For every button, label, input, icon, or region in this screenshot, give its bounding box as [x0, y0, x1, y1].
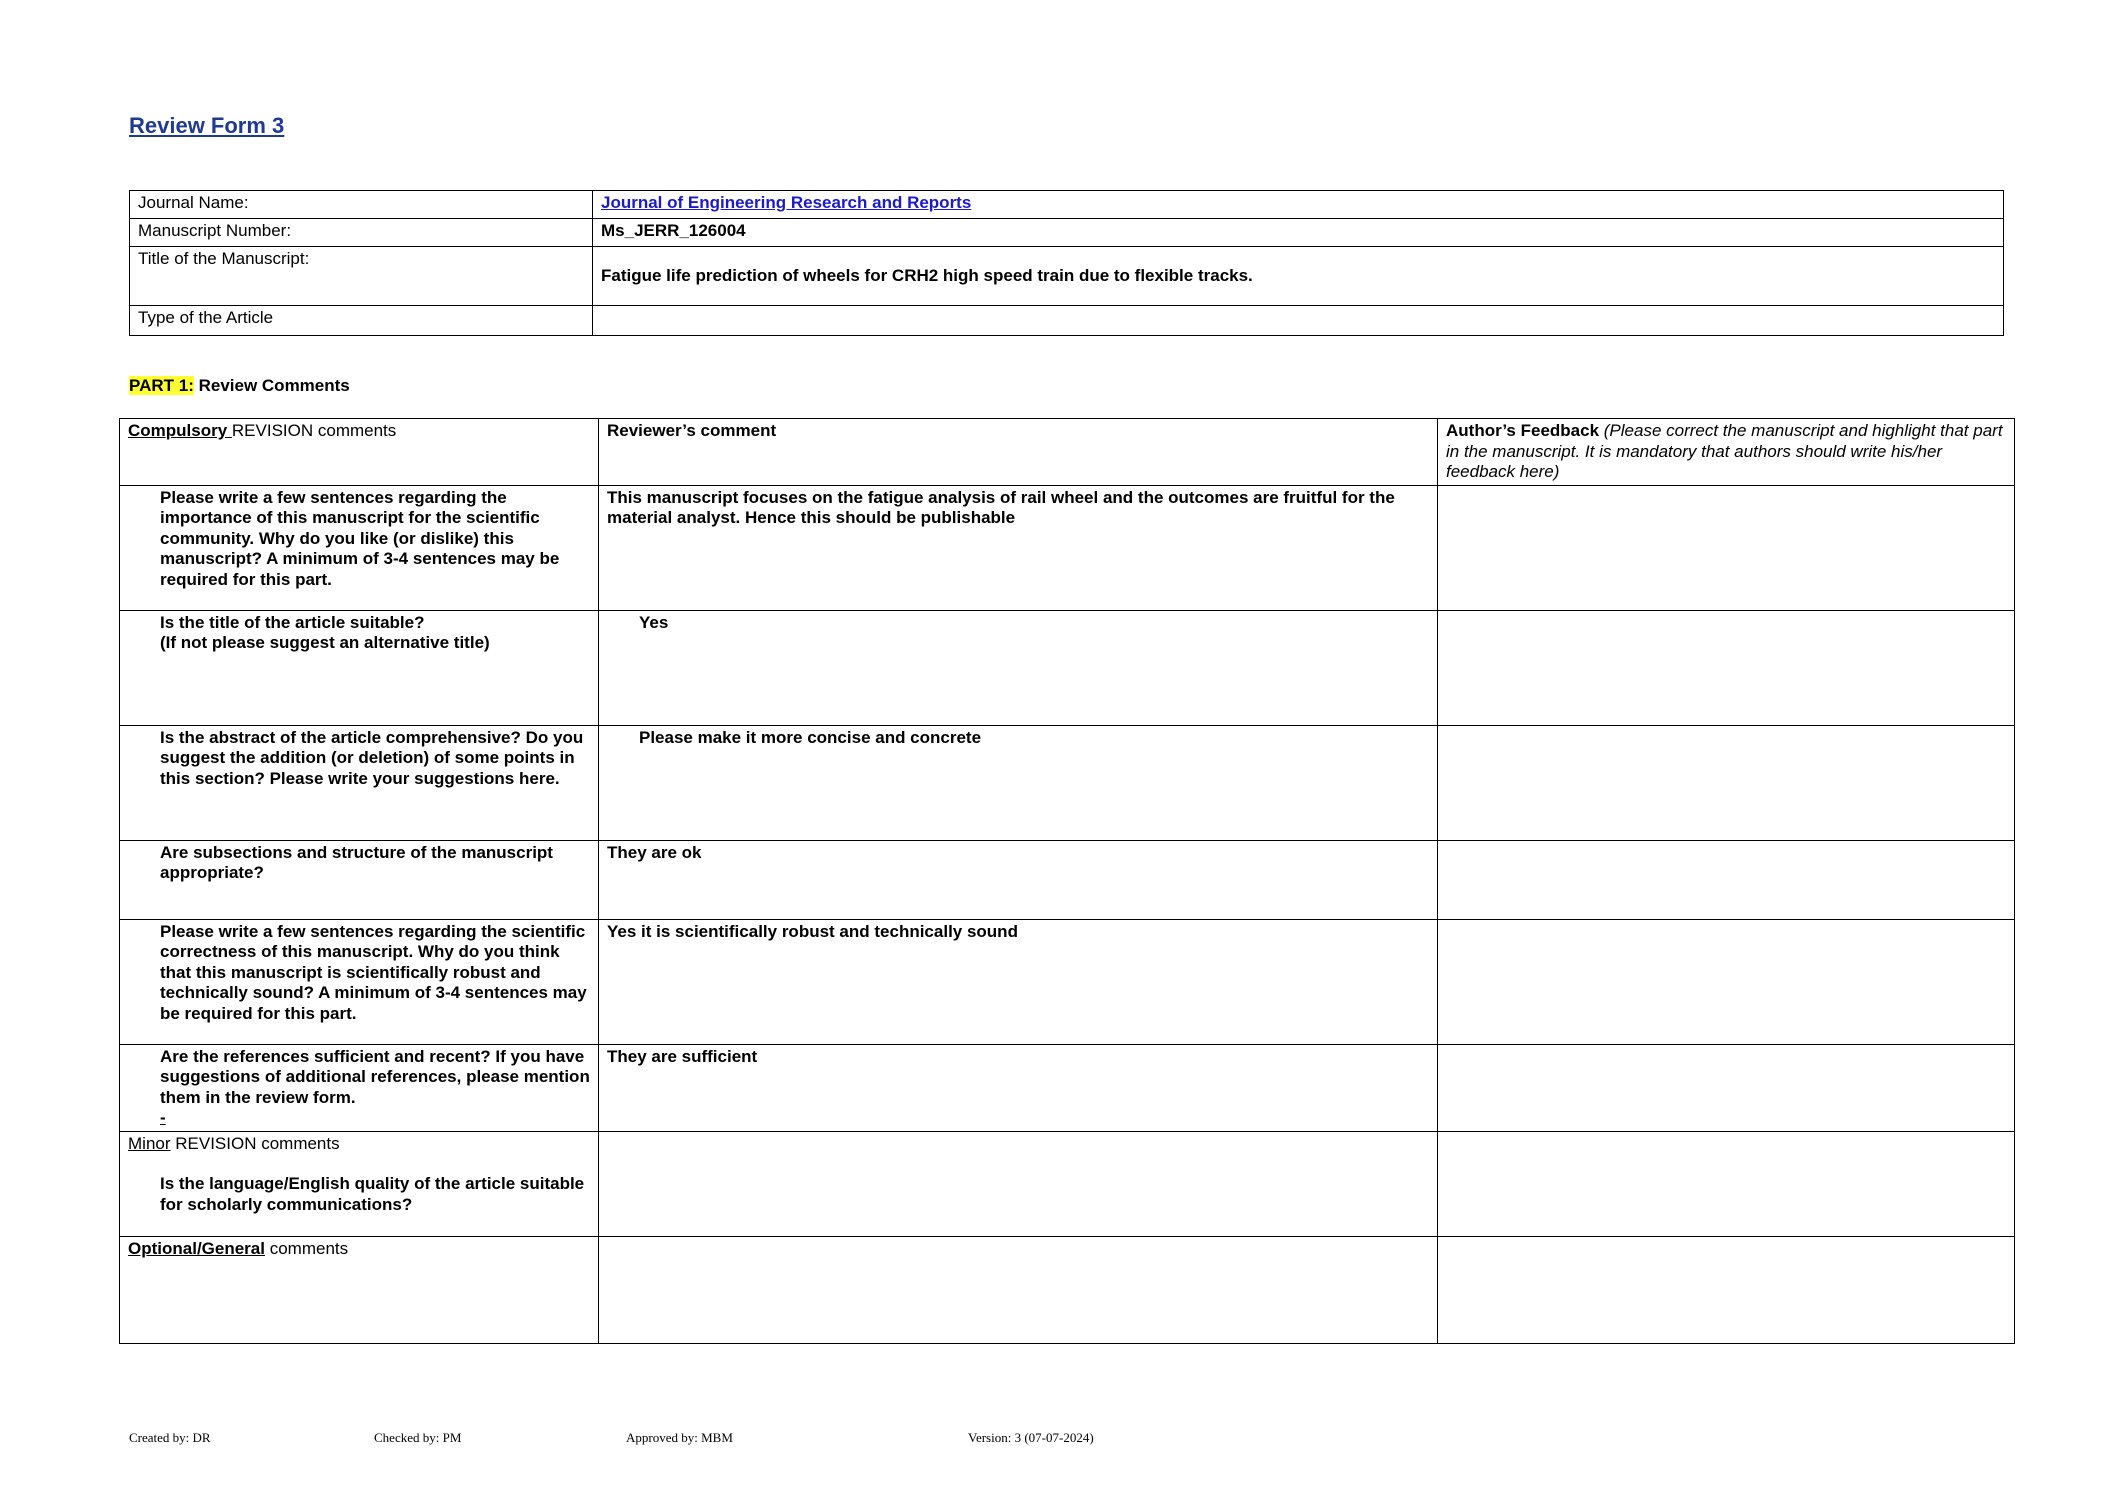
manuscript-number-row [130, 219, 2004, 247]
question-references-dash: - [160, 1108, 166, 1127]
review-row-structure [120, 840, 2015, 919]
revision-comments-label: REVISION comments [231, 421, 397, 440]
footer-created: Created by: DR [129, 1430, 211, 1445]
review-row-optional [120, 1236, 2015, 1343]
minor-revision-cell [120, 1131, 599, 1236]
optional-rest: comments [264, 1238, 349, 1258]
part1-label: PART 1: [129, 376, 194, 395]
question-references-text: Are the references sufficient and recent? If you have suggestions of additional references, please mention them in the review form. [160, 1046, 590, 1107]
manuscript-title-row [130, 247, 2004, 306]
question-title [120, 610, 599, 725]
comment-correctness: Yes it is scientifically robust and technically sound [599, 919, 1438, 1044]
comment-language [599, 1131, 1438, 1236]
footer-version: Version: 3 (07-07-2024) [968, 1430, 1094, 1445]
journal-link[interactable]: Journal of Engineering Research and Reports [601, 193, 972, 212]
review-row-importance [120, 485, 2015, 610]
feedback-correctness[interactable] [1438, 919, 2015, 1044]
comment-title: Yes [599, 610, 1438, 725]
question-title-line1: Is the title of the article suitable? [160, 612, 425, 632]
form-title: Review Form 3 [129, 113, 285, 138]
question-abstract: Is the abstract of the article comprehensive? Do you suggest the addition (or deletion) of some points in this section? Please write your suggestions here. [120, 725, 599, 840]
comment-importance: This manuscript focuses on the fatigue analysis of rail wheel and the outcomes are fruitful for the material analyst. Hence this should be publishable [599, 485, 1438, 610]
comment-optional [599, 1236, 1438, 1343]
feedback-abstract[interactable] [1438, 725, 2015, 840]
question-title-line2: (If not please suggest an alternative title) [160, 633, 490, 652]
comment-references: They are sufficient [599, 1044, 1438, 1131]
compulsory-label: Compulsory [128, 421, 232, 440]
minor-revision-header [128, 1134, 590, 1155]
review-row-references [120, 1044, 2015, 1131]
feedback-references[interactable] [1438, 1044, 2015, 1131]
optional-comments-cell [120, 1236, 599, 1343]
review-row-minor [120, 1131, 2015, 1236]
reviewer-comment-header: Reviewer’s comment [599, 419, 1438, 486]
review-row-correctness [120, 919, 2015, 1044]
manuscript-title-value: Fatigue life prediction of wheels for CRH2 high speed train due to flexible tracks. [593, 247, 2004, 306]
author-feedback-label: Author’s Feedback [1446, 421, 1600, 440]
article-type-label: Type of the Article [130, 306, 593, 336]
comment-abstract: Please make it more concise and concrete [599, 725, 1438, 840]
feedback-structure[interactable] [1438, 840, 2015, 919]
footer-approved: Approved by: MBM [626, 1430, 733, 1445]
minor-label: Minor [128, 1133, 171, 1153]
question-references [120, 1044, 599, 1131]
question-importance: Please write a few sentences regarding the importance of this manuscript for the scientific community. Why do you like (or dislike) this manuscript? A minimum of 3-4 sentences may be required for this part. [120, 485, 599, 610]
feedback-title[interactable] [1438, 610, 2015, 725]
review-header-row [120, 419, 2015, 486]
optional-label: Optional/General [128, 1238, 265, 1258]
part1-heading [129, 376, 350, 396]
author-feedback-note: (Please correct the manuscript and highlight that part in the manuscript. It is mandatory that authors should write his/her feedback here) [1446, 421, 2003, 481]
article-type-value [593, 306, 2004, 336]
review-row-title [120, 610, 2015, 725]
manuscript-info-table [129, 190, 2004, 336]
minor-spacer [128, 1154, 590, 1174]
review-comments-table [119, 418, 2015, 1344]
review-row-abstract [120, 725, 2015, 840]
question-language: Is the language/English quality of the article suitable for scholarly communications? [160, 1174, 585, 1214]
journal-label: Journal Name: [130, 191, 593, 219]
journal-value [593, 191, 2004, 219]
manuscript-number-value: Ms_JERR_126004 [593, 219, 2004, 247]
part1-title: Review Comments [198, 376, 350, 395]
journal-row [130, 191, 2004, 219]
question-correctness: Please write a few sentences regarding the scientific correctness of this manuscript. Why do you think that this manuscript is scientifically robust and technically sound? A minimum of 3-4 sentences may be required for this part. [120, 919, 599, 1044]
author-feedback-header [1438, 419, 2015, 486]
compulsory-header [120, 419, 599, 486]
manuscript-title-label: Title of the Manuscript: [130, 247, 593, 306]
article-type-row [130, 306, 2004, 336]
minor-rest: REVISION comments [170, 1133, 340, 1153]
footer-checked: Checked by: PM [374, 1430, 462, 1445]
feedback-importance[interactable] [1438, 485, 2015, 610]
feedback-optional[interactable] [1438, 1236, 2015, 1343]
comment-structure: They are ok [599, 840, 1438, 919]
feedback-language[interactable] [1438, 1131, 2015, 1236]
question-structure: Are subsections and structure of the manuscript appropriate? [120, 840, 599, 919]
manuscript-number-label: Manuscript Number: [130, 219, 593, 247]
